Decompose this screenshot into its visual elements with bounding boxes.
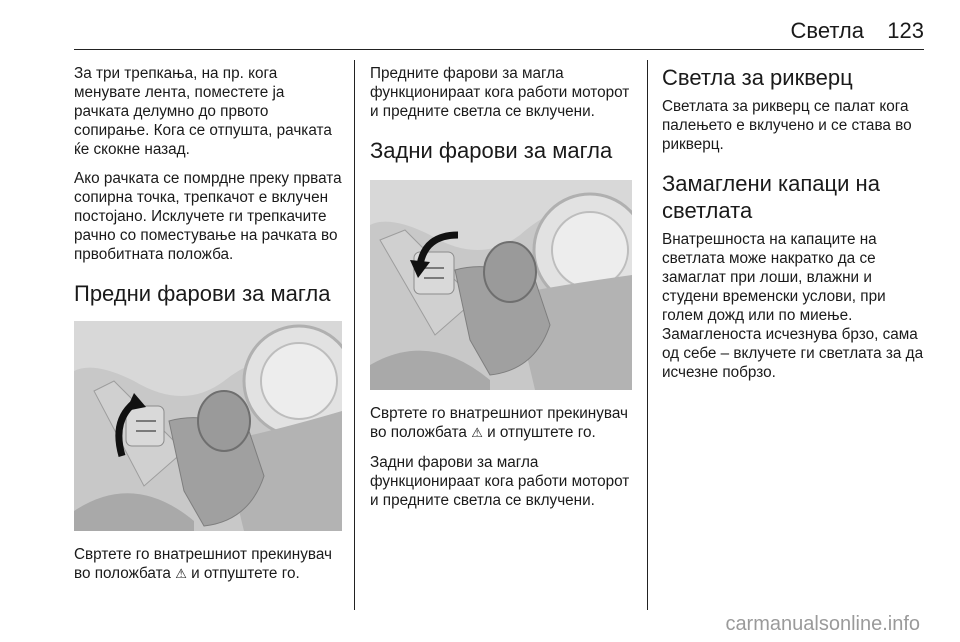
caption-rear-fog: Свртете го внатрешниот прекинувач во положбата ⚠ и отпуштете го. [370,405,628,441]
paragraph-indicator-three-flash: За три трепкања, на пр. кога менувате лента, поместете ја рачката делумно до првото сопирање. Кога се отпушта, рачката ќе скокне назад. [74,65,332,158]
column-divider-1 [354,60,355,610]
paragraph-front-fog-function: Предните фарови за магла функционираат кога работи моторот и предните светла се вклучени. [370,65,630,120]
front-fog-switch-illustration [74,321,342,531]
heading-reverse-lights: Светла за рикверц [662,65,853,90]
section-title: Светла [790,18,864,43]
page-number: 123 [887,18,924,43]
heading-rear-fog-lights: Задни фарови за магла [370,138,613,163]
column-2 [370,64,632,520]
rear-fog-light-icon: ⚠ [471,426,483,441]
heading-front-fog-lights: Предни фарови за магла [74,281,331,306]
paragraph-rear-fog-function: Задни фарови за магла функционираат кога работи моторот и предните светла се вклучени. [370,454,630,509]
paragraph-reverse-lights: Светлата за рикверц се палат кога палењето е вклучено и се става во рикверц. [662,98,912,153]
caption-front-fog: Свртете го внатрешниот прекинувач во положбата ⚠ и отпуштете го. [74,546,332,582]
watermark: carmanualsonline.info [725,613,920,635]
stalk-rotate-illustration-1 [74,321,342,531]
front-fog-light-icon: ⚠ [175,567,187,582]
column-divider-2 [647,60,648,610]
header-rule [74,49,924,50]
stalk-rotate-illustration-2 [370,180,632,390]
column-1 [74,64,342,594]
heading-fogged-covers: Замаглени капаци на светлата [662,171,880,223]
column-3 [662,64,930,392]
paragraph-fogged-covers: Внатрешноста на капаците на светлата може накратко да се замаглат при лоши, влажни и студени временски услови, при голем дожд или по миење. Замагленоста исчезнува брзо, сама од себе – вклучете ги светлата за да исчезне побрзо. [662,231,924,381]
page-header [0,0,960,52]
paragraph-indicator-permanent: Ако рачката се помрдне преку првата сопирна точка, трепкачот е вклучен постојано. Исклучете ги трепкачите рачно со поместување на рачката во првобитната положба. [74,170,342,263]
rear-fog-switch-illustration [370,180,632,390]
